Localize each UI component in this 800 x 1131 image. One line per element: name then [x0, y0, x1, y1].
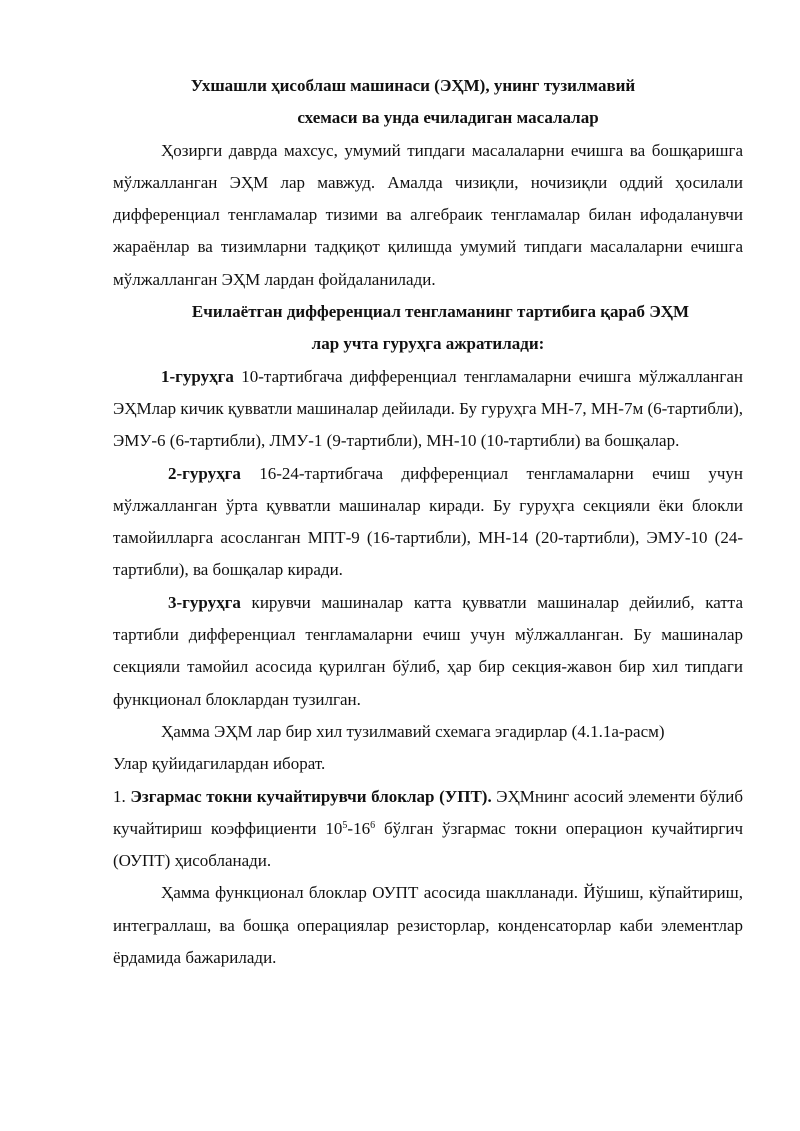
structure-line-1: Ҳамма ЭҲМ лар бир хил тузилмавий схемага эгадирлар (4.1.1а-расм) [161, 721, 665, 741]
title-line-1: Ухшашли ҳисоблаш машинаси (ЭҲМ), унинг тузилмавий [190, 76, 636, 95]
group-3-paragraph [113, 587, 743, 716]
superscript-5: 5 [342, 819, 348, 831]
group-2-paragraph [113, 458, 743, 587]
list-item-heading: Эзгармас токни кучайтирувчи блоклар (УПТ). [130, 786, 492, 806]
group-2-text: 16-24-тартибгача дифференциал тенгламаларни ечиш учун мўлжалланган ўрта қувватли машиналар киради. Бу гуруҳга секцияли ёки блокли тамойилларга асосланган МПТ-9 (16-тартибли), МН-14 (20-тартибли), ЭМУ-10 (24-тартибли), ва бошқалар киради. [113, 463, 743, 580]
group-3-label: 3-гуруҳга [168, 592, 241, 612]
group-2-label: 2-гуруҳга [168, 463, 241, 483]
structure-line-2: Улар қуйидагилардан иборат. [113, 754, 326, 774]
page-title [113, 70, 743, 135]
group-3-text: кирувчи машиналар катта қувватли машиналар дейилиб, катта тартибли дифференциал тенгламаларни ечиш учун мўлжалланган. Бу машиналар секцияли тамойил асосида қурилган бўлиб, ҳар бир секция-жавон бир хил типдаги функционал блоклардан тузилган. [113, 592, 743, 709]
subtitle-line-2: лар учта гуруҳга ажратилади: [311, 334, 545, 354]
subtitle-line-1: Ечилаётган дифференциал тенгламанинг тартибига қараб ЭҲМ [191, 302, 690, 322]
list-item-text-a: ЭҲМнинг асосий элементи бўлиб кучайтириш коэффициенти 10 [113, 786, 744, 838]
list-item-text-c: бўлган ўзгармас токни операцион кучайтиргич (ОУПТ) ҳисобланади. [113, 818, 743, 871]
title-line-2: схемаси ва унда ечиладиган масалалар [297, 108, 599, 128]
list-item-text-b: -16 [347, 818, 371, 838]
group-1-label: 1-гуруҳга [161, 366, 234, 386]
superscript-6: 6 [370, 819, 376, 831]
list-item-1 [113, 781, 743, 878]
group-1-paragraph [113, 361, 743, 458]
list-item-number: 1. [113, 786, 126, 806]
group-1-text: 10-тартибгача дифференциал тенгламаларни ечишга мўлжалланган ЭҲМлар кичик қувватли машиналар дейилади. Бу гуруҳга МН-7, МН-7м (6-тартибли), ЭМУ-6 (6-тартибли), ЛМУ-1 (9-тартибли), МН-10 (10-тартибли) ва бошқалар. [113, 366, 743, 451]
section-subtitle [113, 296, 743, 361]
closing-paragraph: Ҳамма функционал блоклар ОУПТ асосида шаклланади. Йўшиш, кўпайтириш, интеграллаш, ва бошқа операциялар резисторлар, конденсаторлар каби элементлар ёрдамида бажарилади. [113, 883, 743, 968]
intro-paragraph: Ҳозирги даврда махсус, умумий типдаги масалаларни ечишга ва бошқаришга мўлжалланган ЭҲМ лар мавжуд. Амалда чизиқли, ночизиқли оддий ҳосилали дифференциал тенгламалар тизими ва алгебраик тенгламалар билан ифодаланувчи жараёнлар ва тизимларни тадқиқот қилишда умумий типдаги масалаларни ечишга мўлжалланган ЭҲМ лардан фойдаланилади. [113, 140, 743, 289]
